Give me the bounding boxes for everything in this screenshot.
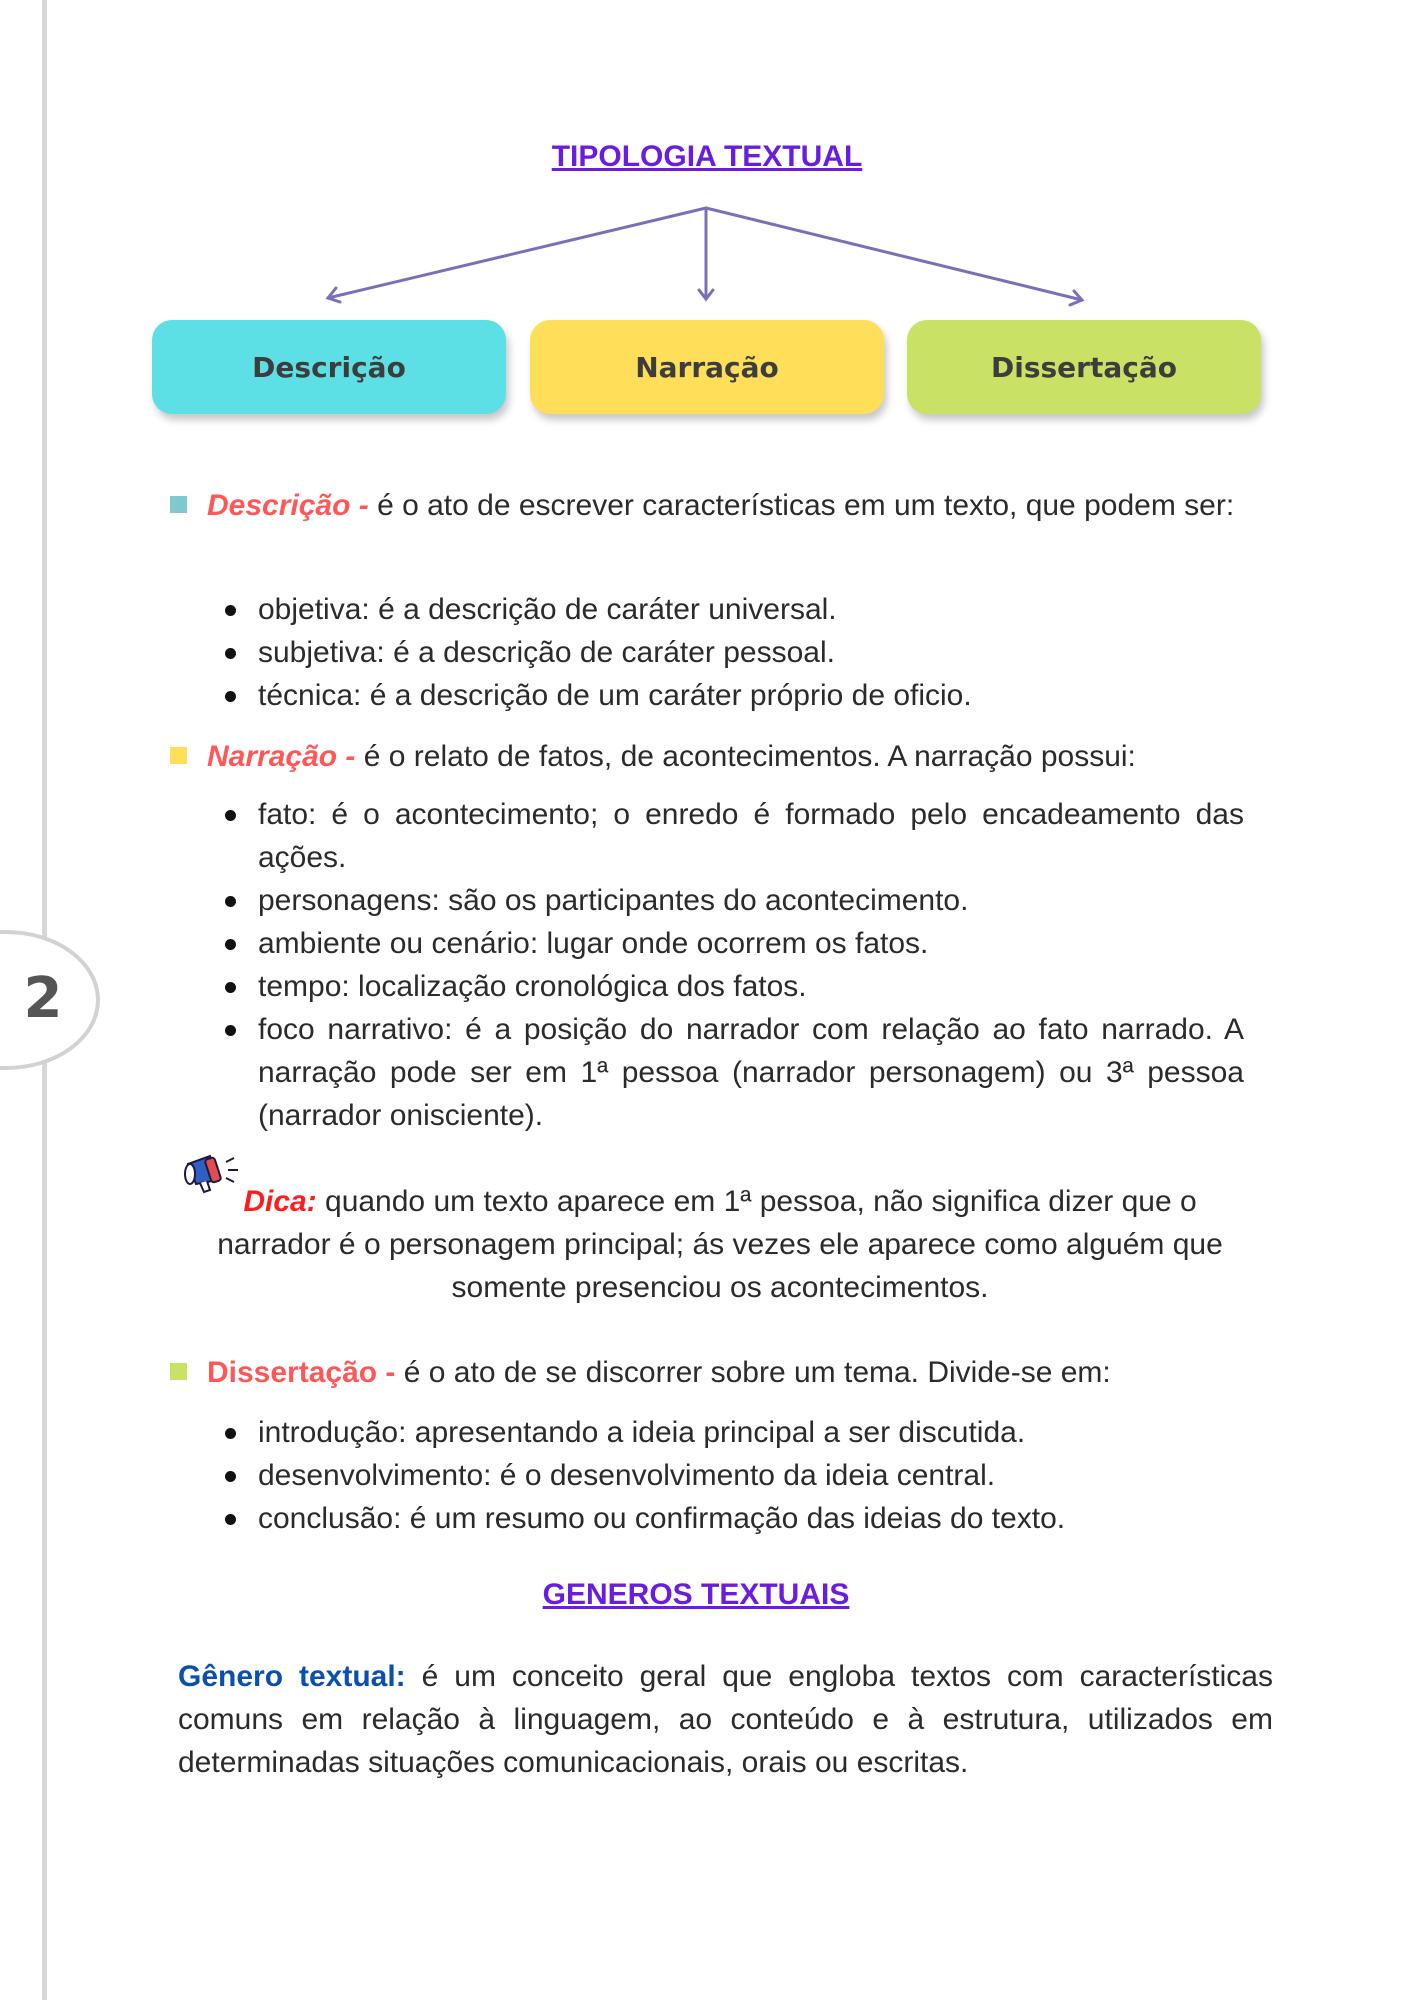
- page-number: 2: [23, 966, 63, 1031]
- list-item: subjetiva: é a descrição de caráter pessoal.: [258, 631, 1248, 674]
- genero-text: é um conceito geral que engloba textos com características comuns em relação à linguagem, ao conteúdo e à estrutura, utilizados em determinadas situações comunicacionais, orais ou escritas.: [178, 1660, 1273, 1779]
- list-item: foco narrativo: é a posição do narrador com relação ao fato narrado. A narração pode ser em 1ª pessoa (narrador personagem) ou 3ª pessoa (narrador onisciente).: [258, 1008, 1244, 1137]
- list-item: tempo: localização cronológica dos fatos.: [258, 965, 1244, 1008]
- genero-paragraph: [178, 1655, 1273, 1784]
- square-bullet-dissertacao: [170, 1363, 187, 1380]
- list-item: desenvolvimento: é o desenvolvimento da ideia central.: [258, 1454, 1248, 1497]
- list-item: ambiente ou cenário: lugar onde ocorrem os fatos.: [258, 922, 1244, 965]
- list-item: objetiva: é a descrição de caráter universal.: [258, 588, 1248, 631]
- narracao-paragraph: [207, 735, 1247, 778]
- narracao-term: Narração -: [207, 740, 356, 773]
- dica-text: quando um texto aparece em 1ª pessoa, não significa dizer que o narrador é o personagem principal; ás vezes ele aparece como alguém que somente presenciou os acontecimentos.: [217, 1185, 1223, 1304]
- narracao-text: é o relato de fatos, de acontecimentos. A narração possui:: [355, 740, 1136, 773]
- branch-arrows: [0, 0, 1414, 320]
- list-item: técnica: é a descrição de um caráter próprio de oficio.: [258, 674, 1248, 717]
- arrow-right: [706, 208, 1082, 300]
- list-item: introdução: apresentando a ideia principal a ser discutida.: [258, 1411, 1248, 1454]
- box-descricao: Descrição: [152, 320, 506, 414]
- dissertacao-list: [258, 1411, 1248, 1540]
- arrow-left: [328, 208, 706, 298]
- descricao-term: Descrição -: [207, 489, 369, 522]
- square-bullet-descricao: [170, 496, 187, 513]
- list-item: fato: é o acontecimento; o enredo é formado pelo encadeamento das ações.: [258, 793, 1244, 879]
- dissertacao-term: Dissertação -: [207, 1356, 396, 1389]
- genero-label: Gênero textual:: [178, 1660, 406, 1693]
- descricao-text: é o ato de escrever características em um texto, que podem ser:: [368, 489, 1235, 522]
- descricao-paragraph: [207, 484, 1247, 527]
- generos-title: GENEROS TEXTUAIS: [542, 1578, 850, 1611]
- narracao-list: [258, 793, 1244, 1137]
- descricao-list: [258, 588, 1248, 717]
- box-narracao: Narração: [530, 320, 884, 414]
- box-dissertacao: Dissertação: [907, 320, 1261, 414]
- dica-paragraph: [210, 1180, 1230, 1309]
- list-item: personagens: são os participantes do acontecimento.: [258, 879, 1244, 922]
- list-item: conclusão: é um resumo ou confirmação das ideias do texto.: [258, 1497, 1248, 1540]
- square-bullet-narracao: [170, 747, 187, 764]
- tipologia-title: TIPOLOGIA TEXTUAL: [551, 140, 863, 173]
- dissertacao-text: é o ato de se discorrer sobre um tema. Divide-se em:: [395, 1356, 1111, 1389]
- dica-label: Dica:: [243, 1185, 317, 1218]
- dissertacao-paragraph: [207, 1351, 1247, 1394]
